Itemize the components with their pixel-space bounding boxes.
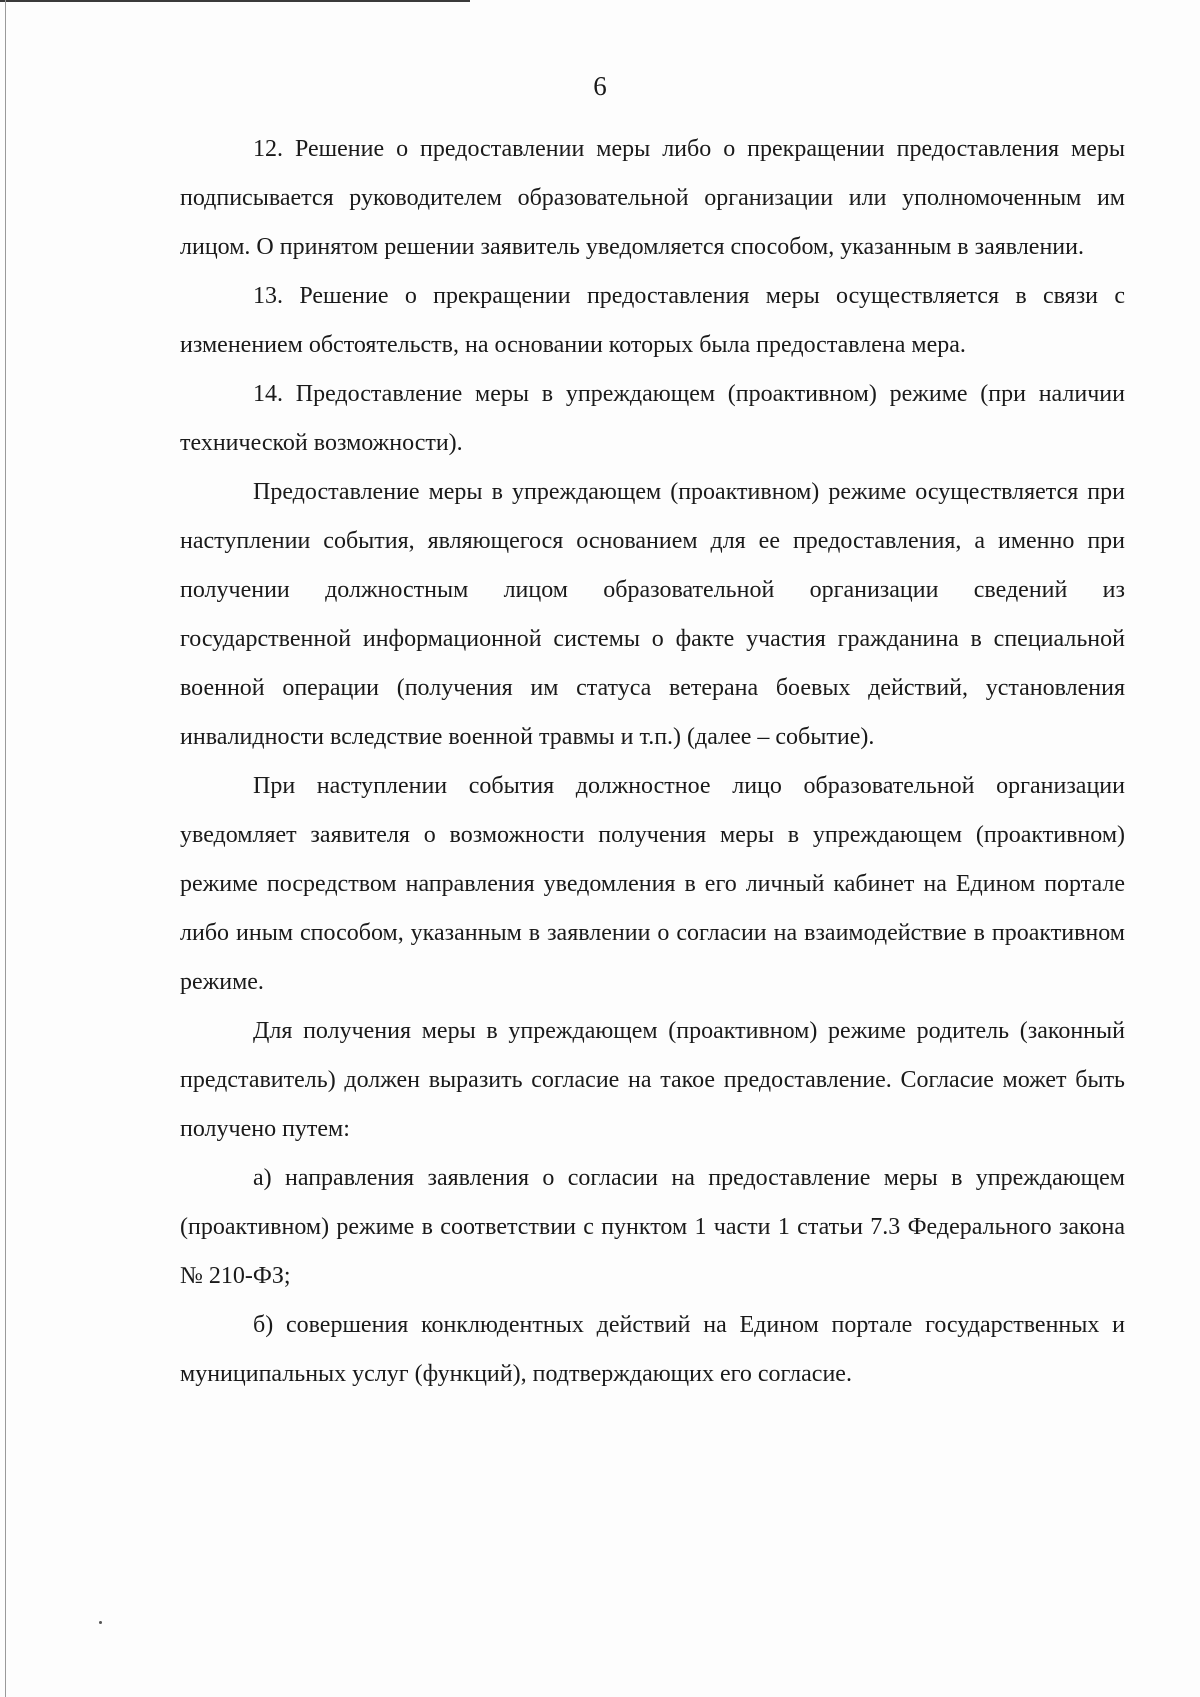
paragraph-event-notification: При наступлении события должностное лицо образовательной организации уведомляет заявителя о возможности получения меры в упреждающем (проактивном) режиме посредством направления уведомления в его личный кабинет на Едином портале либо иным способом, указанным в заявлении о согласии на взаимодействие в проактивном режиме. <box>180 773 1125 995</box>
paragraph-consent-b: б) совершения конклюдентных действий на Едином портале государственных и муниципальных услуг (функций), подтверждающих его согласие. <box>180 1312 1125 1387</box>
page-number: 6 <box>593 71 607 101</box>
scan-edge-top <box>0 0 470 2</box>
paragraph-proactive-description: Предоставление меры в упреждающем (проактивном) режиме осуществляется при наступлении события, являющегося основанием для ее предоставления, а именно при получении должностным лицом образовательной организации сведений из государственной информационной системы о факте участия гражданина в специальной военной операции (получения им статуса ветерана боевых действий, установления инвалидности вследствие военной травмы и т.п.) (далее – событие). <box>180 479 1125 750</box>
paragraph-12: 12. Решение о предоставлении меры либо о прекращении предоставления меры подписывается руководителем образовательной организации или уполномоченным им лицом. О принятом решении заявитель уведомляется способом, указанным в заявлении. <box>180 136 1125 260</box>
paragraph-consent: Для получения меры в упреждающем (проактивном) режиме родитель (законный представитель) должен выразить согласие на такое предоставление. Согласие может быть получено путем: <box>180 1018 1125 1142</box>
scan-speck <box>99 1621 102 1624</box>
paragraph-13: 13. Решение о прекращении предоставления меры осуществляется в связи с изменением обстоятельств, на основании которых была предоставлена мера. <box>180 283 1125 358</box>
scan-edge-left <box>5 0 6 1697</box>
paragraph-consent-a: а) направления заявления о согласии на предоставление меры в упреждающем (проактивном) режиме в соответствии с пунктом 1 части 1 статьи 7.3 Федерального закона № 210-ФЗ; <box>180 1165 1125 1289</box>
document-body <box>180 125 1125 1399</box>
paragraph-14: 14. Предоставление меры в упреждающем (проактивном) режиме (при наличии технической возможности). <box>180 381 1125 456</box>
